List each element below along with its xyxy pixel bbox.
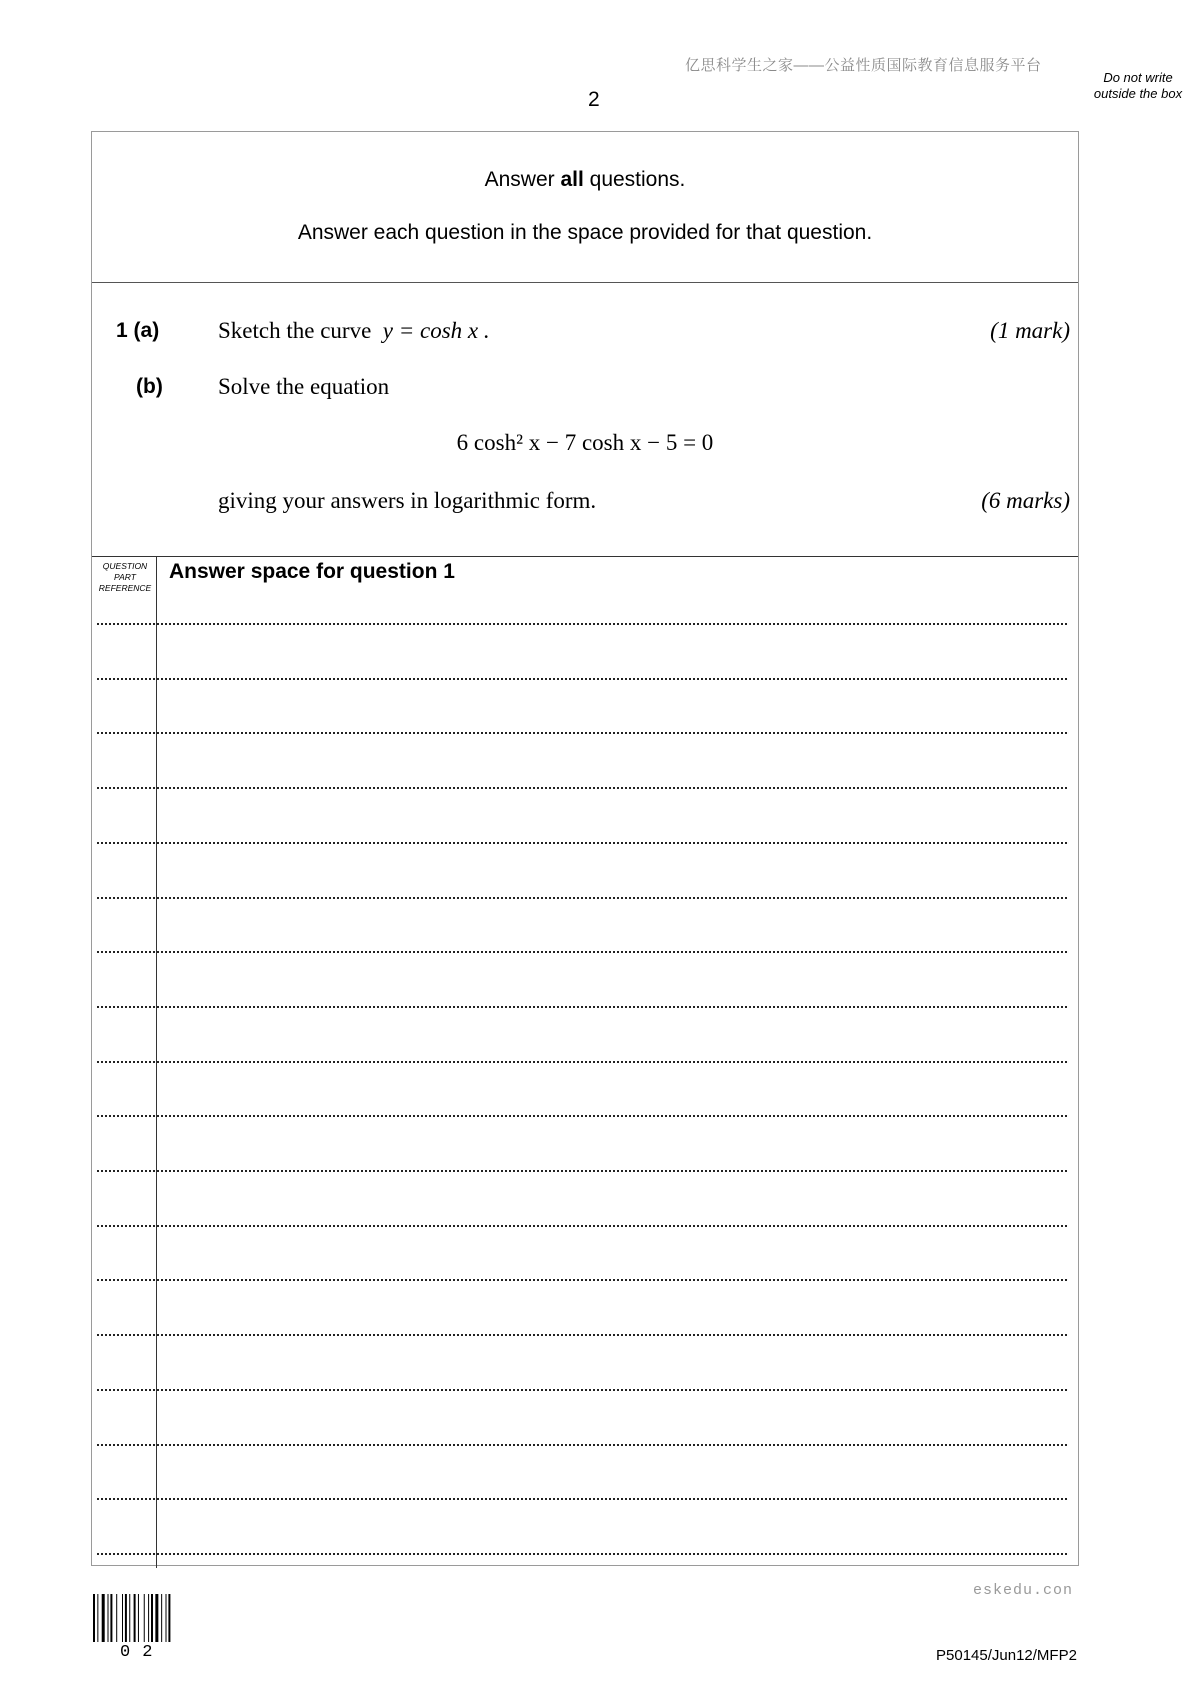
part-b-label: (b) <box>136 375 163 398</box>
answer-line[interactable] <box>97 678 1067 680</box>
answer-space-title: Answer space for question 1 <box>169 560 455 583</box>
part-b-text: Solve the equation <box>218 374 390 399</box>
part-b-marks: (6 marks) <box>981 488 1070 513</box>
answer-line[interactable] <box>97 623 1067 625</box>
part-b-text-2: giving your answers in logarithmic form. <box>218 488 597 513</box>
part-a-marks: (1 mark) <box>990 318 1070 343</box>
instructions-panel <box>92 132 1078 283</box>
answer-area[interactable] <box>92 556 1078 1568</box>
watermark-text: 亿思科学生之家——公益性质国际教育信息服务平台 <box>685 57 1042 74</box>
answer-line[interactable] <box>97 1061 1067 1063</box>
barcode-icon <box>93 1594 195 1642</box>
answer-line[interactable] <box>97 1498 1067 1500</box>
instruction-answer-all: Answer all questions. <box>484 168 686 191</box>
answer-line[interactable] <box>97 1279 1067 1281</box>
instruction-answer-space: Answer each question in the space provided for that question. <box>297 221 873 244</box>
page-number: 2 <box>588 88 600 111</box>
answer-line[interactable] <box>97 1170 1067 1172</box>
answer-line[interactable] <box>97 1334 1067 1336</box>
answer-line[interactable] <box>97 1225 1067 1227</box>
answer-line[interactable] <box>97 1389 1067 1391</box>
equation: 6 cosh² x − 7 cosh x − 5 = 0 <box>456 430 714 455</box>
answer-box-frame <box>91 131 1079 1566</box>
footer-site-text: eskedu.con <box>973 1582 1074 1599</box>
barcode-number: 02 <box>120 1643 165 1662</box>
answer-line[interactable] <box>97 732 1067 734</box>
paper-code: P50145/Jun12/MFP2 <box>936 1647 1077 1664</box>
answer-line[interactable] <box>97 951 1067 953</box>
question-number: 1 (a) <box>116 319 160 342</box>
margin-note: Do not write outside the box <box>1093 70 1183 101</box>
answer-line[interactable] <box>97 1115 1067 1117</box>
answer-line[interactable] <box>97 787 1067 789</box>
question-part-reference-label: QUESTION PART REFERENCE <box>98 561 152 593</box>
answer-line[interactable] <box>97 1006 1067 1008</box>
part-a-math: y = cosh x . <box>382 318 490 343</box>
answer-line[interactable] <box>97 842 1067 844</box>
answer-line[interactable] <box>97 1553 1067 1555</box>
answer-line[interactable] <box>97 897 1067 899</box>
part-a-text: Sketch the curve y = cosh x . <box>218 318 490 343</box>
answer-line[interactable] <box>97 1444 1067 1446</box>
